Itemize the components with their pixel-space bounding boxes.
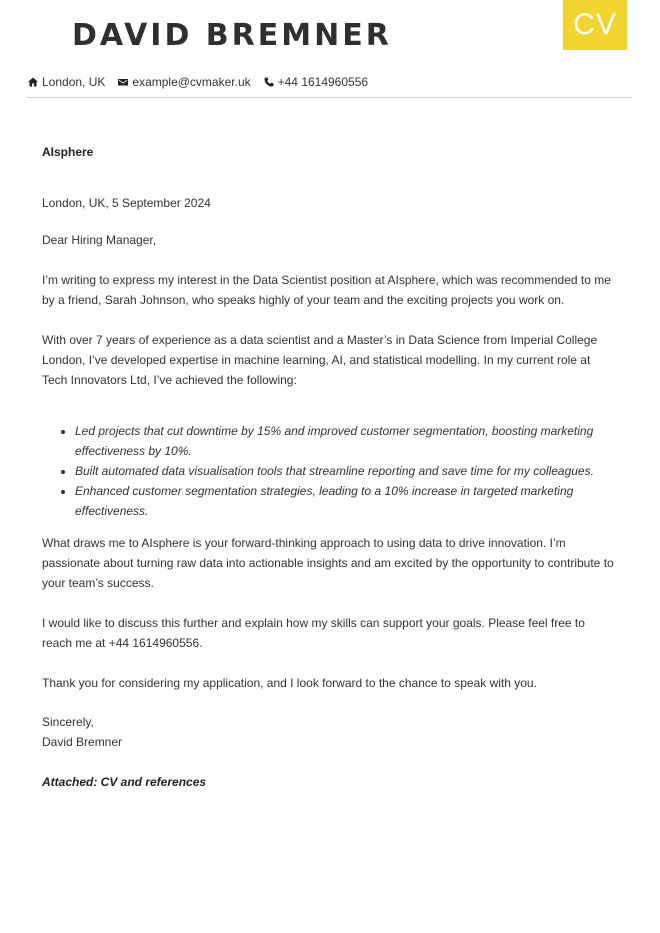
achievements-list: [42, 421, 614, 521]
contact-phone[interactable]: [264, 75, 368, 89]
place-and-date: London, UK, 5 September 2024: [42, 196, 211, 210]
contact-location-text: London, UK: [42, 75, 106, 89]
applicant-name: DAVID BREMNER: [72, 18, 392, 53]
contact-bar: [28, 73, 381, 91]
thank-you-paragraph: Thank you for considering my application, and I look forward to the chance to speak with you.: [42, 676, 537, 690]
phone-icon: [264, 77, 274, 87]
achievement-item: • Built automated data visualisation tools that streamline reporting and save time for my colleagues.: [75, 461, 614, 481]
home-icon: [28, 77, 38, 87]
contact-request-paragraph: I would like to discuss this further and explain how my skills can support your goals. Please feel free to reach me at +44 1614960556.: [42, 616, 585, 650]
header-divider: [27, 97, 632, 98]
achievement-item: • Led projects that cut downtime by 15% and improved customer segmentation, boosting marketing effectiveness by 10%.: [75, 421, 614, 461]
envelope-icon: [118, 77, 128, 87]
contact-phone-text[interactable]: +44 1614960556: [277, 75, 369, 89]
salutation: Dear Hiring Manager,: [42, 233, 157, 247]
signoff: Sincerely,: [42, 715, 94, 729]
signature-name: David Bremner: [42, 735, 123, 749]
cv-logo-badge: CV: [563, 0, 627, 50]
achievement-item: • Enhanced customer segmentation strategies, leading to a 10% increase in targeted marketing effectiveness.: [75, 481, 614, 521]
contact-email-text[interactable]: example@cvmaker.uk: [132, 75, 251, 89]
recipient-company: AIsphere: [42, 145, 94, 159]
contact-location: [28, 75, 105, 89]
intro-paragraph: I’m writing to express my interest in the Data Scientist position at AIsphere, which was recommended to me by a friend, Sarah Johnson, who speaks highly of your team and the exciting projects you work on.: [42, 273, 611, 307]
experience-paragraph: With over 7 years of experience as a data scientist and a Master’s in Data Science from Imperial College London, I’ve developed expertise in machine learning, AI, and statistical modelling. In my current role at Tech Innovators Ltd, I’ve achieved the following:: [42, 333, 598, 387]
attachments-note: Attached: CV and references: [42, 775, 207, 789]
contact-email[interactable]: [118, 75, 250, 89]
motivation-paragraph: What draws me to AIsphere is your forward-thinking approach to using data to drive innovation. I’m passionate about turning raw data into actionable insights and am excited by the opportunity to contribute to your team’s success.: [42, 536, 614, 590]
